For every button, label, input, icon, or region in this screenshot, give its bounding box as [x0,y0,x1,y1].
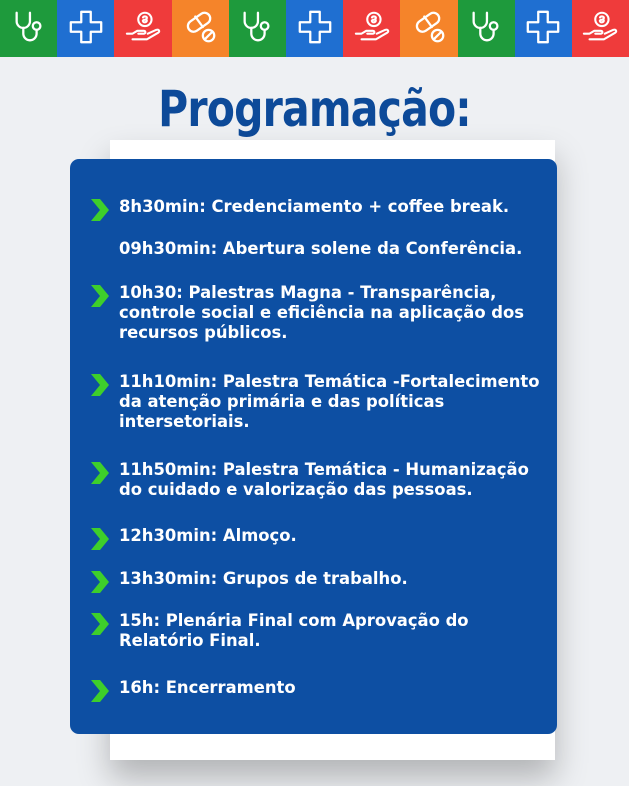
chevron-right-icon [91,571,109,593]
header-tile [572,0,629,57]
hand-coin-icon [581,8,619,50]
schedule-item-text: 15h: Plenária Final com Aprovação do Relatório Final. [119,611,469,650]
header-tile [172,0,229,57]
pill-icon [181,8,219,50]
header-tile [343,0,400,57]
chevron-right-icon [91,199,109,221]
schedule-item-text: 09h30min: Abertura solene da Conferência. [119,239,523,258]
schedule-item [70,460,557,500]
schedule-card [70,159,557,734]
chevron-right-icon [91,374,109,396]
header-tile [286,0,343,57]
chevron-right-icon [91,613,109,635]
schedule-item-text: 11h10min: Palestra Temática -Fortalecimento da atenção primária e das políticas intersetoriais. [119,372,540,431]
schedule-item-text: 8h30min: Credenciamento + coffee break. [119,197,510,216]
header-tile [400,0,457,57]
header-tile [114,0,171,57]
hand-coin-icon [124,8,162,50]
schedule-item-text: 16h: Encerramento [119,678,296,697]
medical-cross-icon [296,8,334,50]
header-tile [515,0,572,57]
chevron-right-icon [91,528,109,550]
header-tile [458,0,515,57]
page-title: Programação: [158,80,471,138]
header-icon-strip [0,0,629,57]
schedule-item [70,372,557,432]
chevron-right-icon [91,680,109,702]
pill-icon [410,8,448,50]
chevron-right-icon [91,285,109,307]
schedule-item [70,569,557,589]
stethoscope-icon [238,8,276,50]
schedule-item [70,611,557,651]
stethoscope-icon [10,8,48,50]
schedule-item [70,283,557,343]
header-tile [57,0,114,57]
header-tile [229,0,286,57]
stethoscope-icon [467,8,505,50]
hand-coin-icon [353,8,391,50]
header-tile [0,0,57,57]
schedule-item [70,197,557,217]
schedule-item-text: 12h30min: Almoço. [119,526,297,545]
schedule-item-text: 10h30: Palestras Magna - Transparência, controle social e eficiência na aplicação dos recursos públicos. [119,283,525,342]
schedule-item-text: 11h50min: Palestra Temática - Humanização do cuidado e valorização das pessoas. [119,460,529,499]
schedule-item-text: 13h30min: Grupos de trabalho. [119,569,408,588]
chevron-right-icon [91,462,109,484]
schedule-item [70,526,557,546]
schedule-item [70,239,557,259]
schedule-item [70,678,557,698]
medical-cross-icon [524,8,562,50]
medical-cross-icon [67,8,105,50]
